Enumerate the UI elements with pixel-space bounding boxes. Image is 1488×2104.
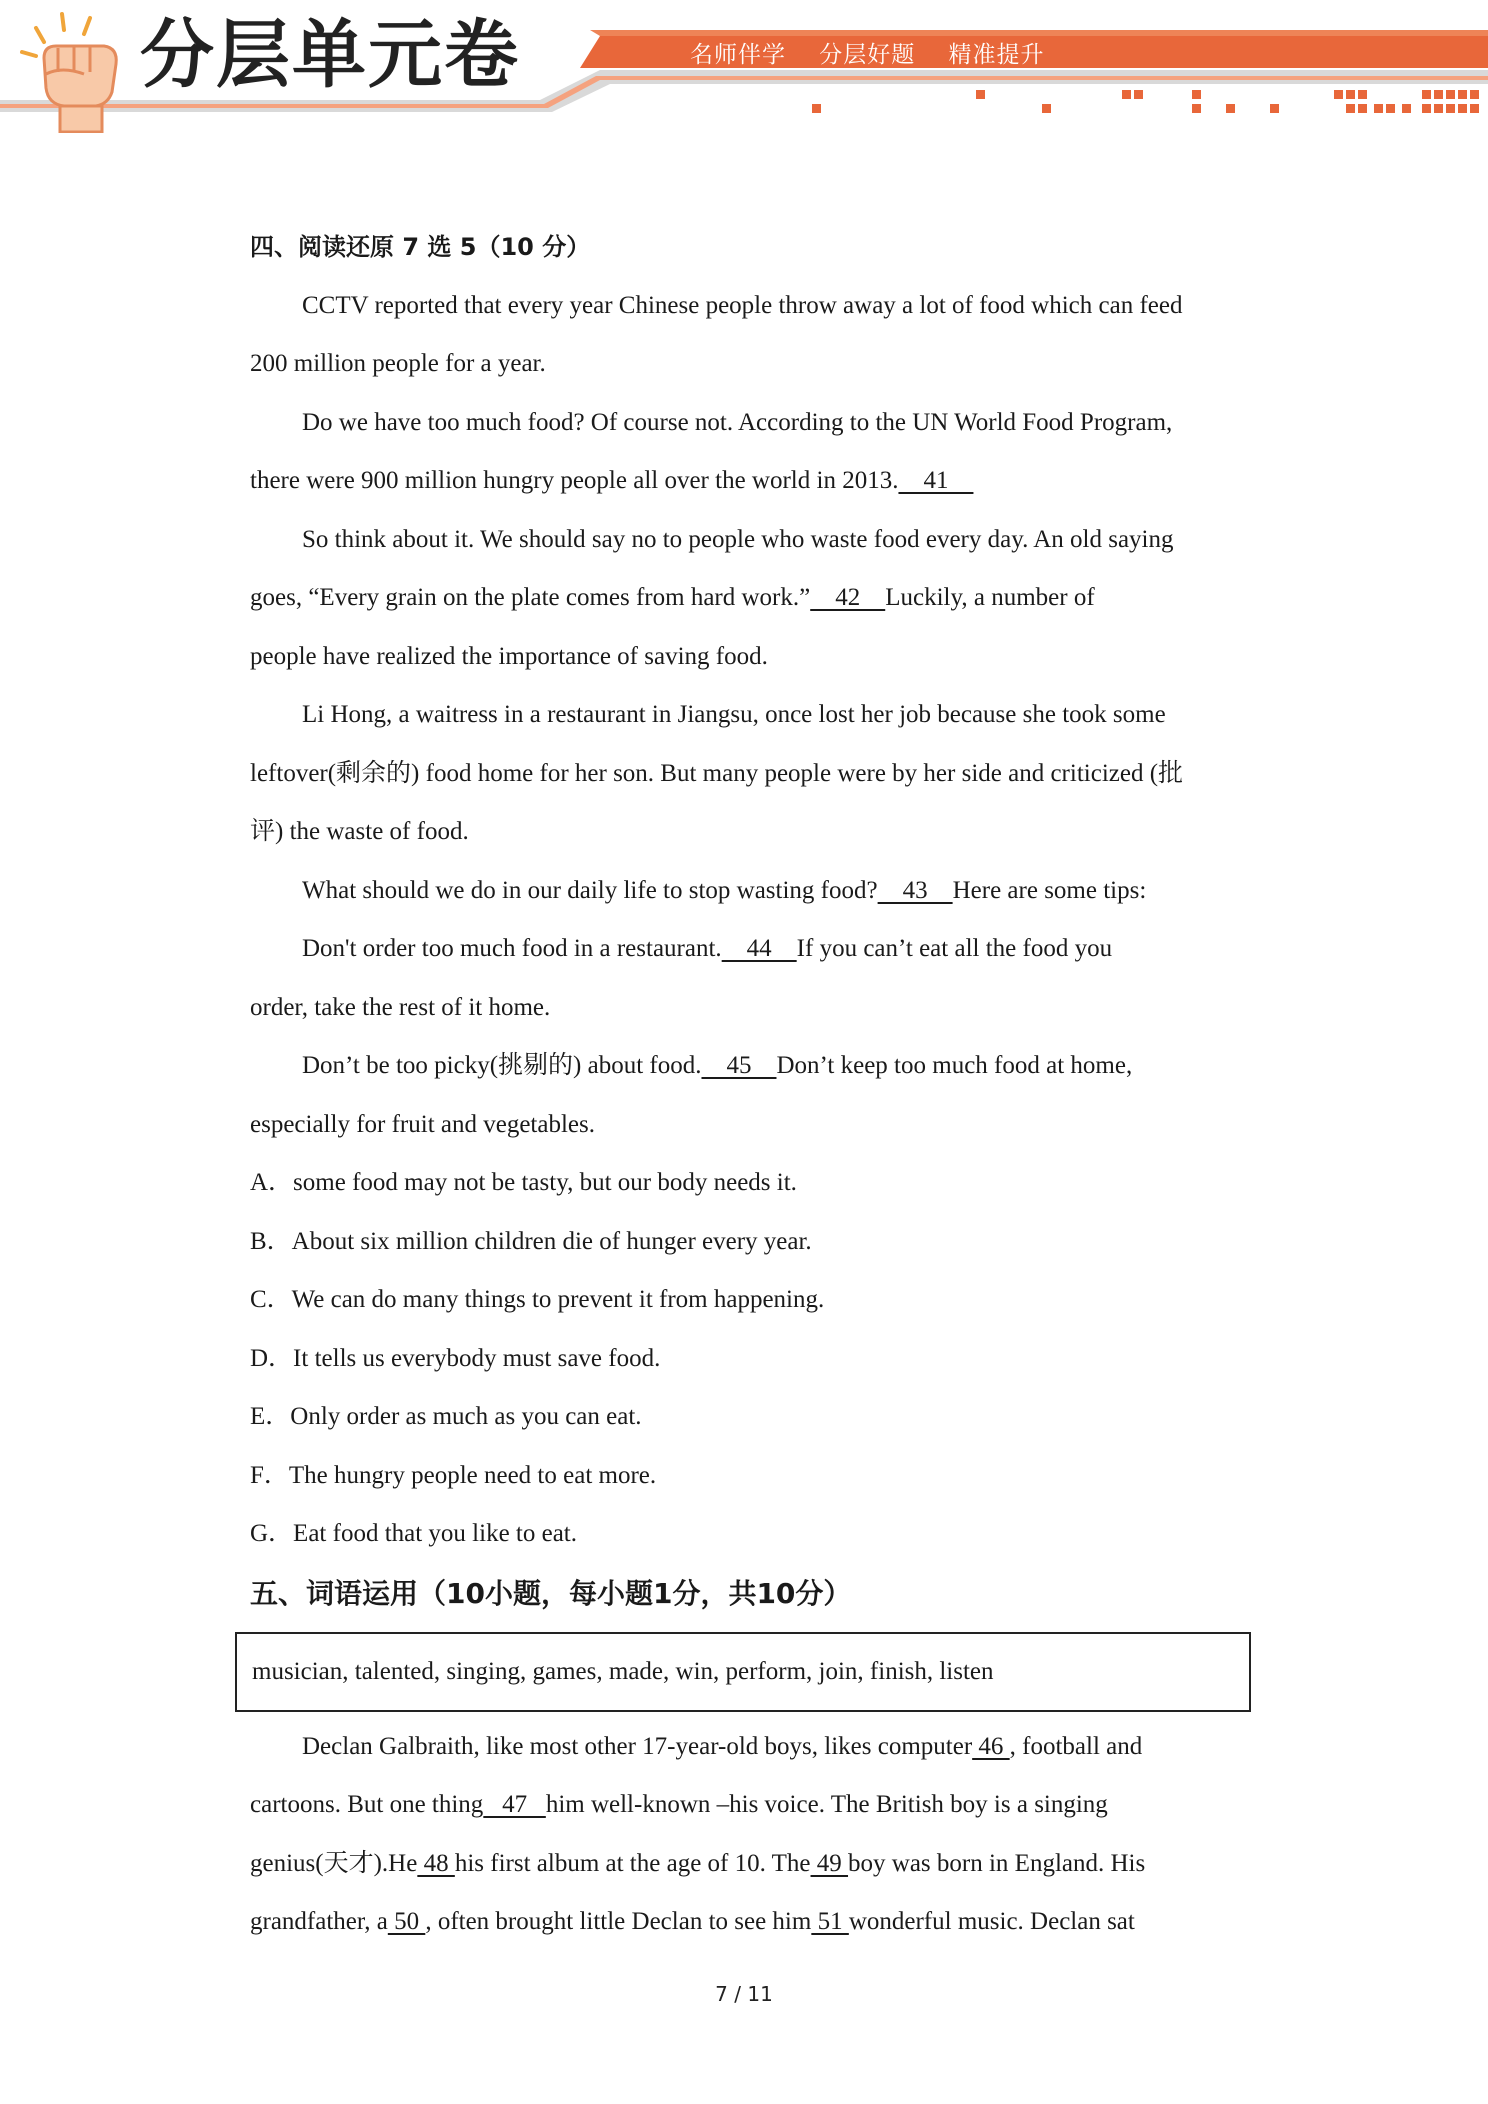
text-span: genius(天才).He: [250, 1849, 418, 1877]
text-span: Don’t keep too much food at home,: [776, 1052, 1133, 1079]
document-body: [250, 218, 1240, 1952]
blank-45[interactable]: 45: [701, 1052, 777, 1079]
paragraph-line: Do we have too much food? Of course not. According to the UN World Food Program,: [302, 408, 1173, 436]
paragraph-line: order, take the rest of it home.: [250, 993, 551, 1021]
text-span: What should we do in our daily life to stop wasting food?: [302, 876, 878, 904]
option-d: D．It tells us everybody must save food.: [250, 1344, 661, 1372]
text-span: Don’t be too picky(挑剔的) about food.: [302, 1052, 702, 1079]
option-e: E．Only order as much as you can eat.: [250, 1403, 642, 1430]
option-a: A．some food may not be tasty, but our body needs it.: [250, 1169, 797, 1196]
option-b: B．About six million children die of hunger every year.: [250, 1227, 812, 1255]
blank-46[interactable]: 46: [972, 1732, 1010, 1760]
paragraph-line: [250, 1718, 1240, 1777]
paragraph-line: people have realized the importance of saving food.: [250, 642, 768, 670]
word-bank-box: musician, talented, singing, games, made, win, perform, join, finish, listen: [235, 1632, 1251, 1712]
blank-50[interactable]: 50: [387, 1908, 426, 1935]
blank-48[interactable]: 48: [417, 1849, 455, 1877]
paragraph-line: [250, 920, 1240, 979]
text-span: Don't order too much food in a restaurant.: [302, 935, 722, 962]
section4-title: 四、阅读还原 7 选 5（10 分）: [250, 233, 591, 261]
text-span: If you can’t eat all the food you: [796, 935, 1113, 962]
paragraph-line: Li Hong, a waitress in a restaurant in Jiangsu, once lost her job because she took some: [302, 701, 1166, 728]
blank-43[interactable]: 43: [877, 876, 953, 904]
text-span: boy was born in England. His: [848, 1849, 1146, 1877]
text-span: , football and: [1009, 1732, 1143, 1760]
paragraph-line: especially for fruit and vegetables.: [250, 1110, 595, 1138]
paragraph-line: [250, 1835, 1240, 1894]
paragraph-line: 评) the waste of food.: [250, 818, 469, 845]
text-span: Declan Galbraith, like most other 17-year-old boys, likes computer: [302, 1732, 973, 1760]
paragraph-line: [250, 452, 1240, 511]
blank-49[interactable]: 49: [810, 1849, 849, 1877]
blank-42[interactable]: 42: [810, 584, 886, 611]
blank-44[interactable]: 44: [721, 935, 797, 962]
blank-51[interactable]: 51: [811, 1908, 849, 1935]
text-span: wonderful music. Declan sat: [848, 1908, 1135, 1935]
paragraph-line: leftover(剩余的) food home for her son. But many people were by her side and criticized (批: [250, 759, 1184, 787]
paragraph-line: [250, 1893, 1240, 1952]
text-span: cartoons. But one thing: [250, 1791, 484, 1818]
paragraph-line: [250, 1776, 1240, 1835]
text-span: his first album at the age of 10. The: [454, 1849, 811, 1877]
page-number: 7 / 11: [715, 1982, 773, 2006]
text-span: Here are some tips:: [952, 876, 1147, 904]
text-span: grandfather, a: [250, 1908, 388, 1935]
option-c: C．We can do many things to prevent it from happening.: [250, 1286, 825, 1313]
blank-41[interactable]: 41: [898, 467, 974, 494]
text-span: , often brought little Declan to see him: [425, 1908, 812, 1935]
section5-title: 五、词语运用（10小题，每小题1分，共10分）: [250, 1576, 852, 1610]
header-slogan: 名师伴学 分层好题 精准提升: [690, 42, 1045, 68]
paragraph-line: 200 million people for a year.: [250, 350, 546, 377]
option-g: G．Eat food that you like to eat.: [250, 1520, 578, 1547]
text-span: him well-known –his voice. The British boy is a singing: [545, 1791, 1108, 1818]
blank-47[interactable]: 47: [483, 1791, 546, 1818]
paragraph-line: So think about it. We should say no to people who waste food every day. An old saying: [302, 525, 1174, 553]
text-span: there were 900 million hungry people all over the world in 2013.: [250, 467, 899, 494]
paragraph-line: [250, 569, 1240, 628]
text-span: goes, “Every grain on the plate comes from hard work.”: [250, 584, 811, 611]
paragraph-line: [250, 862, 1240, 921]
header-title: 分层单元卷: [140, 12, 520, 98]
option-f: F．The hungry people need to eat more.: [250, 1461, 657, 1489]
paragraph-line: [250, 1037, 1240, 1096]
page-header: [0, 0, 1488, 140]
raised-fist-icon: [14, 8, 134, 133]
paragraph-line: CCTV reported that every year Chinese people throw away a lot of food which can feed: [302, 291, 1183, 319]
text-span: Luckily, a number of: [885, 584, 1095, 611]
